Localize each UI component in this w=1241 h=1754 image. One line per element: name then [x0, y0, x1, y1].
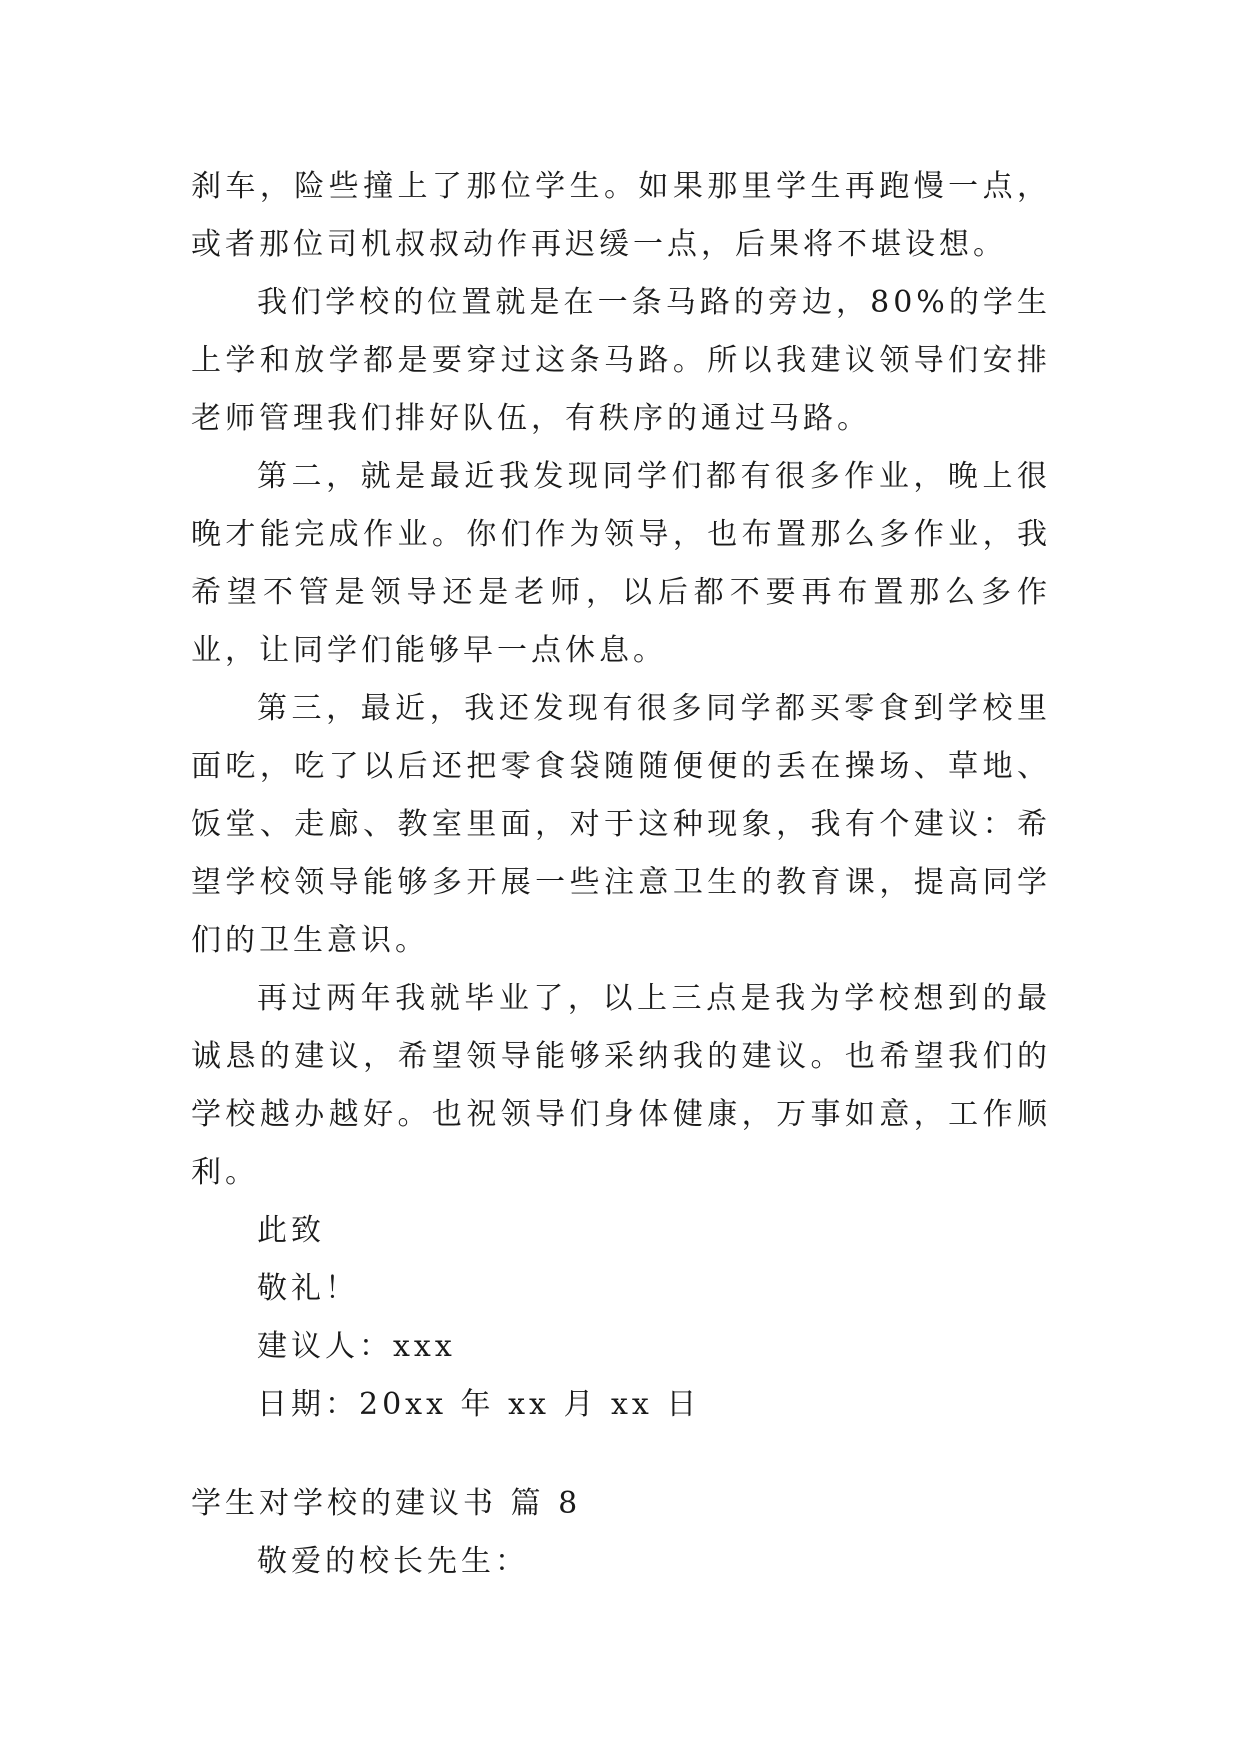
paragraph-conclusion: 再过两年我就毕业了，以上三点是我为学校想到的最诚恳的建议，希望领导能够采纳我的建议。也希望我们的学校越办越好。也祝领导们身体健康，万事如意，工作顺利。 [191, 981, 1051, 1190]
section-title: 学生对学校的建议书 篇 8 [191, 1486, 582, 1521]
proposer-line: 建议人：xxx [257, 1329, 456, 1364]
paragraph-continuation: 刹车，险些撞上了那位学生。如果那里学生再跑慢一点，或者那位司机叔叔动作再迟缓一点，后果将不堪设想。 [191, 169, 1051, 262]
paragraph-road-safety: 我们学校的位置就是在一条马路的旁边，80%的学生上学和放学都是要穿过这条马路。所以我建议领导们安排老师管理我们排好队伍，有秩序的通过马路。 [191, 285, 1051, 436]
closing-salutation: 此致 [257, 1213, 325, 1248]
paragraph-homework: 第二，就是最近我发现同学们都有很多作业，晚上很晚才能完成作业。你们作为领导，也布置那么多作业，我希望不管是领导还是老师，以后都不要再布置那么多作业，让同学们能够早一点休息。 [191, 459, 1051, 668]
document-body [191, 158, 1051, 1591]
letter-greeting: 敬爱的校长先生： [257, 1544, 529, 1579]
paragraph-hygiene: 第三，最近，我还发现有很多同学都买零食到学校里面吃，吃了以后还把零食袋随随便便的丢在操场、草地、饭堂、走廊、教室里面，对于这种现象，我有个建议：希望学校领导能够多开展一些注意卫生的教育课，提高同学们的卫生意识。 [191, 691, 1051, 958]
closing-respect: 敬礼！ [257, 1271, 359, 1306]
date-line: 日期：20xx 年 xx 月 xx 日 [257, 1387, 701, 1422]
